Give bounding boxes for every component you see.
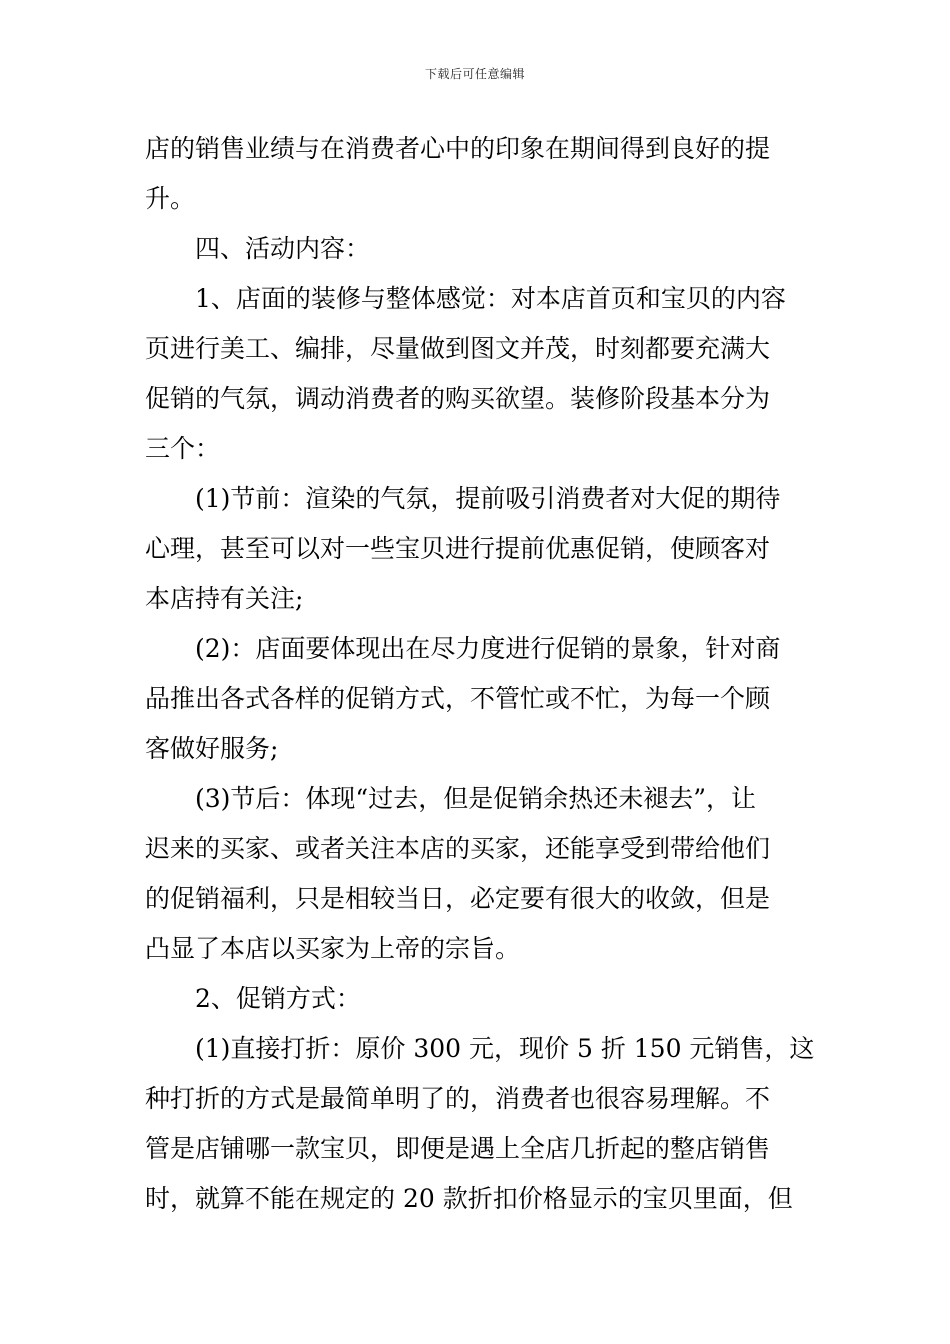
text-line: 的促销福利，只是相较当日，必定要有很大的收敛，但是 [145, 884, 771, 913]
text-line: (2)：店面要体现出在尽力度进行促销的景象，针对商 [195, 634, 781, 663]
text-line: (1)节前：渲染的气氛，提前吸引消费者对大促的期待 [195, 484, 781, 513]
text-line: 迟来的买家、或者关注本店的买家，还能享受到带给他们 [145, 834, 771, 863]
text-line: 时，就算不能在规定的 20 款折扣价格显示的宝贝里面，但 [145, 1184, 793, 1213]
text-line: 管是店铺哪一款宝贝，即便是遇上全店几折起的整店销售 [145, 1134, 771, 1163]
text-line: 品推出各式各样的促销方式，不管忙或不忙，为每一个顾 [145, 684, 771, 713]
text-line: (1)直接打折：原价 300 元，现价 5 折 150 元销售，这 [195, 1034, 815, 1063]
text-line: 2、促销方式： [195, 984, 361, 1013]
text-line: 客做好服务; [145, 734, 279, 763]
text-line: 本店持有关注; [145, 584, 304, 613]
text-line: 页进行美工、编排，尽量做到图文并茂，时刻都要充满大 [145, 334, 771, 363]
text-line: 升。 [145, 184, 196, 213]
text-line: 四、活动内容： [195, 234, 371, 263]
text-line: 种打折的方式是最简单明了的，消费者也很容易理解。不 [145, 1084, 771, 1113]
document-body [145, 124, 815, 1224]
text-line: 1、店面的装修与整体感觉：对本店首页和宝贝的内容 [195, 284, 786, 313]
page-header-note: 下载后可任意编辑 [424, 67, 525, 81]
text-line: 三个： [145, 434, 221, 463]
text-line: 凸显了本店以买家为上帝的宗旨。 [145, 934, 521, 963]
text-line: 促销的气氛，调动消费者的购买欲望。装修阶段基本分为 [145, 384, 771, 413]
text-line: (3)节后：体现“过去，但是促销余热还未褪去”，让 [195, 784, 756, 813]
text-line: 心理，甚至可以对一些宝贝进行提前优惠促销，使顾客对 [145, 534, 771, 563]
text-line: 店的销售业绩与在消费者心中的印象在期间得到良好的提 [145, 134, 771, 163]
